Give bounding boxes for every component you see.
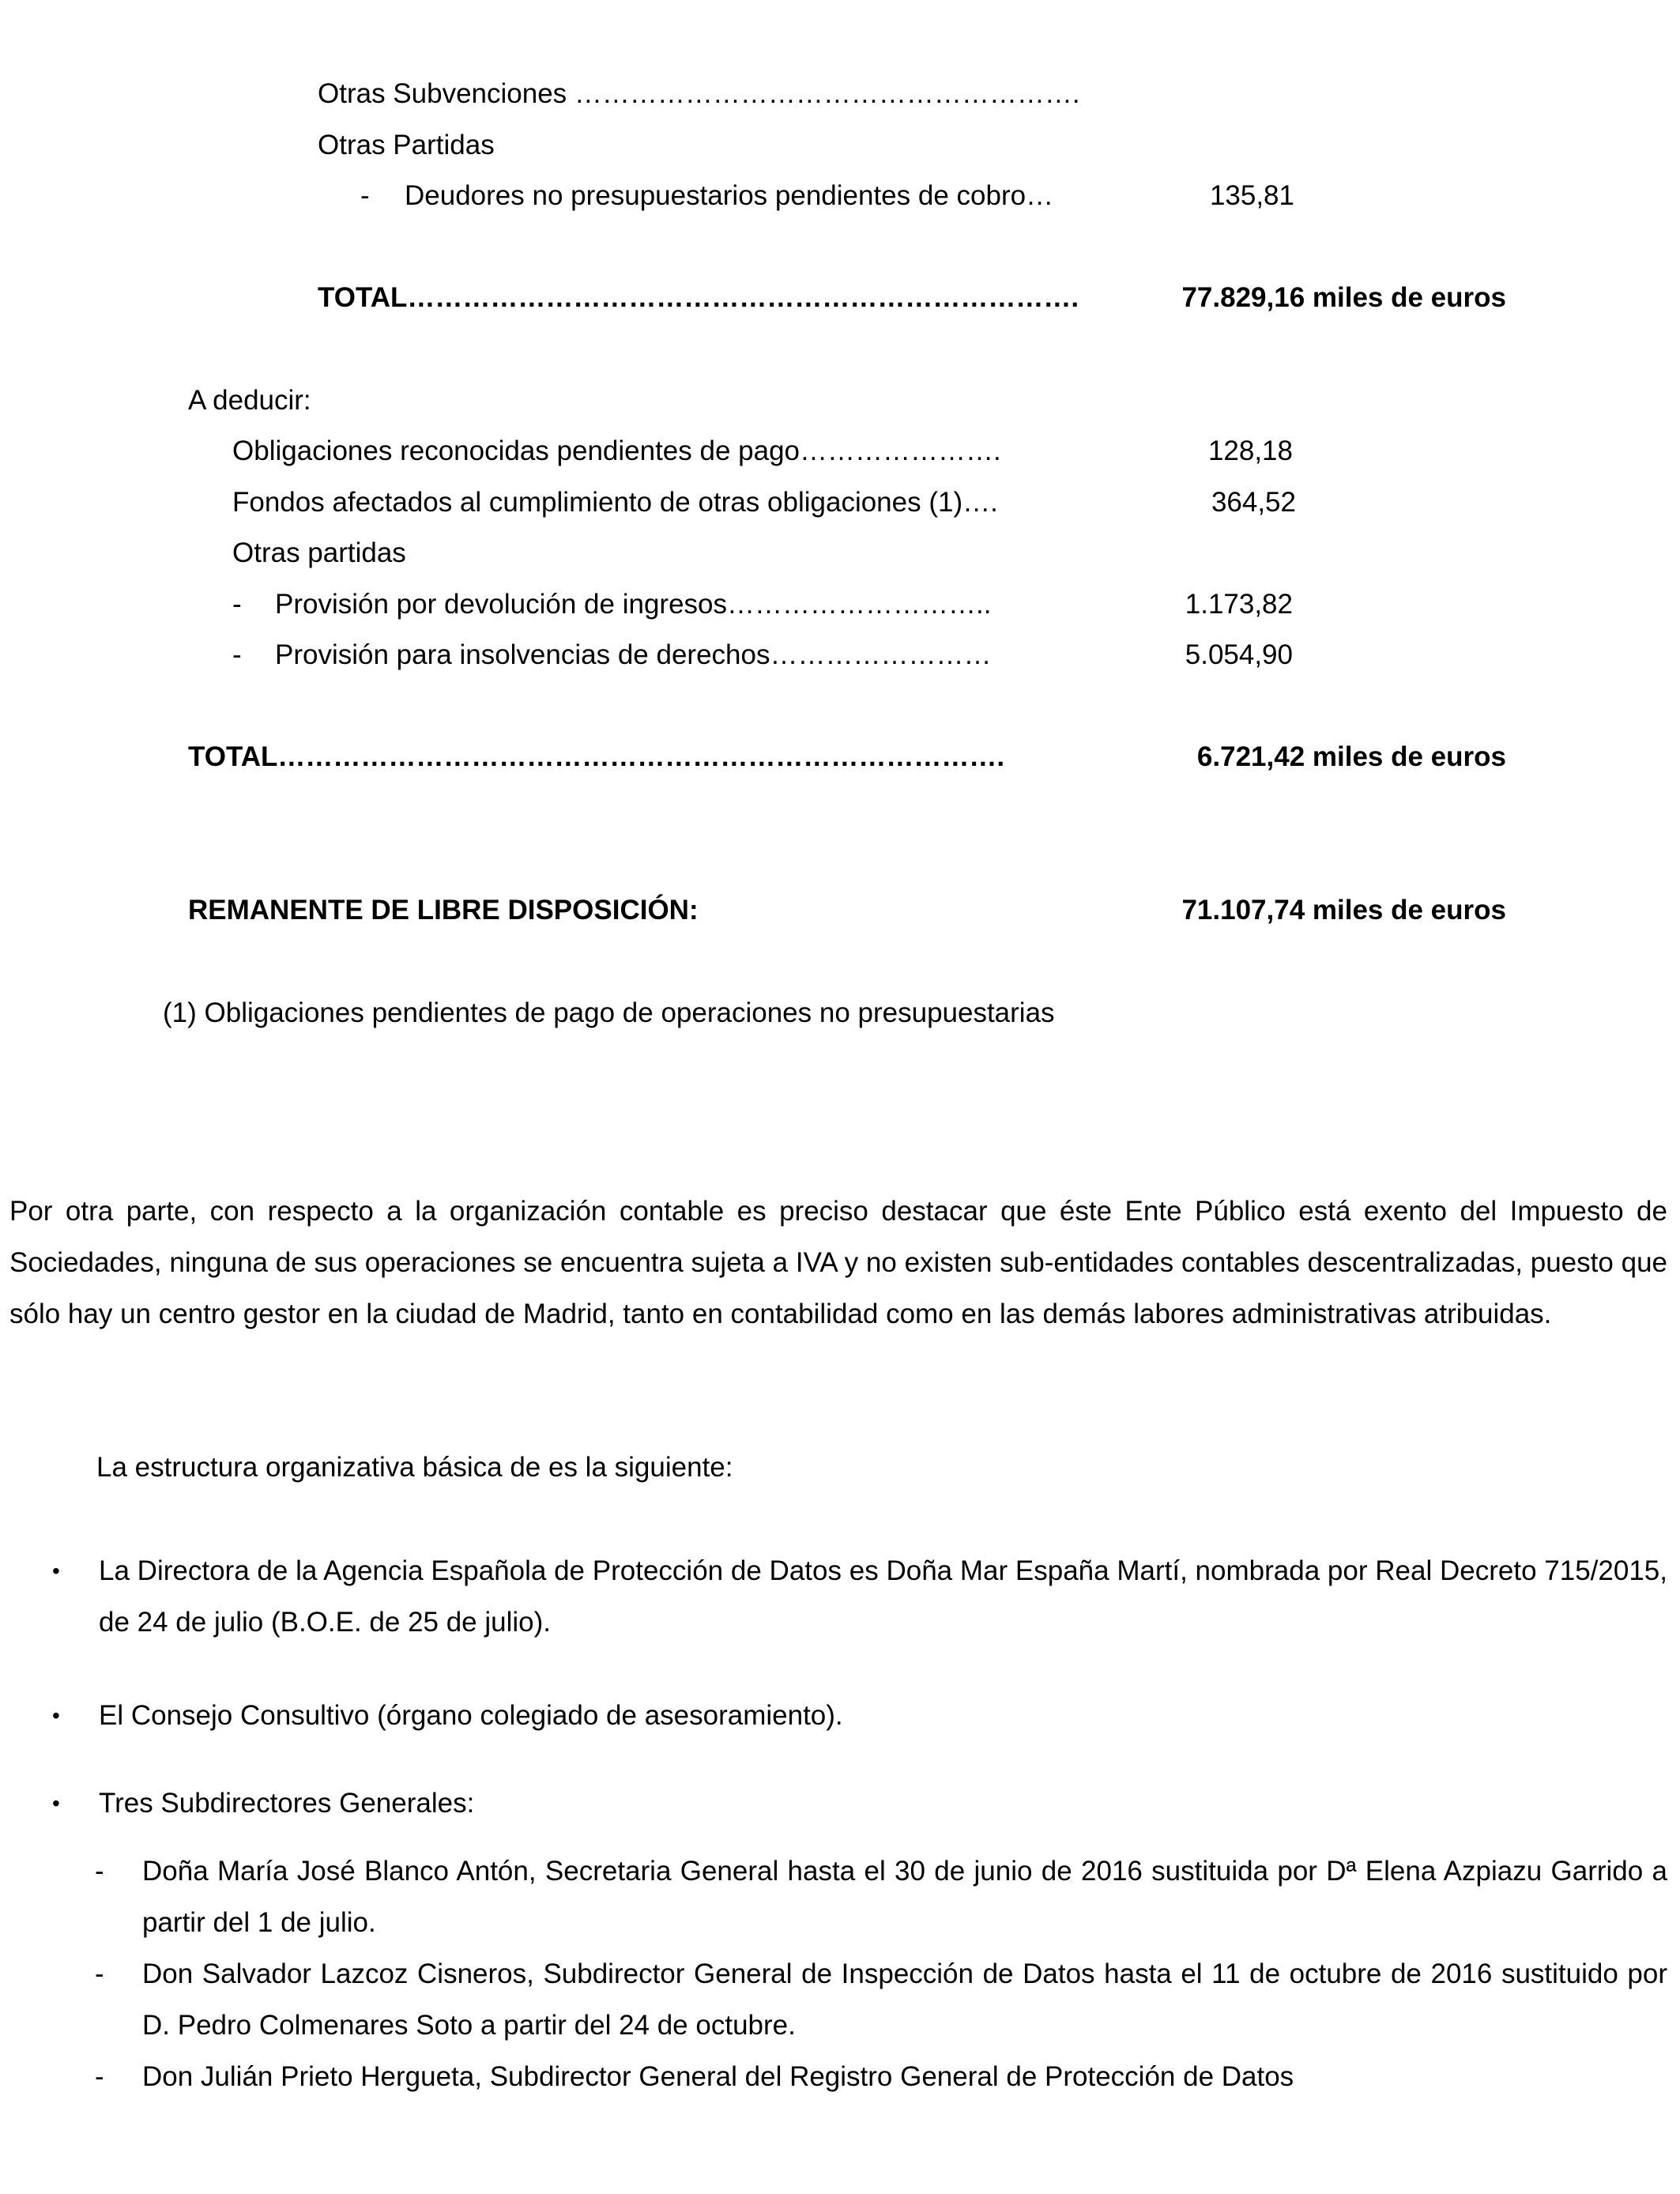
bullet-consejo-consultivo: El Consejo Consultivo (órgano colegiado de asesoramiento). xyxy=(99,1700,843,1731)
provision1-value: 1.173,82 xyxy=(1185,589,1293,620)
provision2-dash: - xyxy=(232,639,242,670)
bullet-subdirectores: Tres Subdirectores Generales: xyxy=(99,1788,475,1819)
bullet-dot-3: • xyxy=(52,1791,60,1815)
paragraph-organizacion-contable: Por otra parte, con respecto a la organización contable es preciso destacar que éste Ente Público está exento del Impuesto de Sociedades, ninguna de sus operaciones se encuentra sujeta a IVA y no existen sub-entidades contables descentralizadas, puesto que sólo hay un centro gestor en la ciudad de Madrid, tanto en contabilidad como en las demás labores administrativas atribuidas. xyxy=(9,1196,1667,1329)
subitem-dash-3: - xyxy=(95,2061,104,2092)
bullet-dot-1: • xyxy=(52,1559,60,1583)
otras-partidas-label: Otras Partidas xyxy=(318,130,495,160)
remanente-value: 71.107,74 miles de euros xyxy=(1181,895,1506,925)
a-deducir-heading: A deducir: xyxy=(188,385,311,416)
deducir-total-value: 6.721,42 miles de euros xyxy=(1196,741,1506,772)
deudores-dash: - xyxy=(360,180,370,211)
subitem-inspeccion-datos: Don Salvador Lazcoz Cisneros, Subdirector General de Inspección de Datos hasta el 11 de octubre de 2016 sustituido por D. Pedro Colmenares Soto a partir del 24 de octubre. xyxy=(142,1958,1667,2041)
fondos-value: 364,52 xyxy=(1211,487,1296,518)
bullet-directora: La Directora de la Agencia Española de Protección de Datos es Doña Mar España Martí, nombrada por Real Decreto 715/2015, de 24 de julio (B.O.E. de 25 de julio). xyxy=(99,1555,1667,1638)
bullet-dot-2: • xyxy=(52,1703,60,1728)
footnote: (1) Obligaciones pendientes de pago de operaciones no presupuestarias xyxy=(163,997,1055,1028)
otras-partidas-deducir-label: Otras partidas xyxy=(232,537,406,568)
fondos-label: Fondos afectados al cumplimiento de otras obligaciones (1)…. xyxy=(232,487,998,518)
subitem-secretaria-general: Doña María José Blanco Antón, Secretaria General hasta el 30 de junio de 2016 sustituida por Dª Elena Azpiazu Garrido a partir del 1 de julio. xyxy=(142,1856,1667,1938)
obligaciones-label: Obligaciones reconocidas pendientes de pago…………………. xyxy=(232,435,1001,466)
obligaciones-value: 128,18 xyxy=(1207,435,1293,466)
deudores-value: 135,81 xyxy=(1209,180,1294,211)
subitem-registro-general: Don Julián Prieto Hergueta, Subdirector General del Registro General de Protección de Datos xyxy=(142,2061,1294,2092)
paragraph-estructura: La estructura organizativa básica de es la siguiente: xyxy=(96,1452,733,1483)
subitem-dash-1: - xyxy=(95,1856,104,1887)
deducir-total-label: TOTAL……………………………………………………………………. xyxy=(188,741,1005,772)
provision1-dash: - xyxy=(232,589,242,620)
deudores-label: Deudores no presupuestarios pendientes de cobro… xyxy=(405,180,1054,211)
total-value: 77.829,16 miles de euros xyxy=(1181,282,1506,313)
provision2-value: 5.054,90 xyxy=(1185,639,1293,670)
provision2-label: Provisión para insolvencias de derechos…………………… xyxy=(275,639,992,670)
otras-subvenciones-label: Otras Subvenciones ………………………………………………. xyxy=(318,78,1080,109)
provision1-label: Provisión por devolución de ingresos……………………….. xyxy=(275,589,992,620)
subitem-dash-2: - xyxy=(95,1958,104,1989)
remanente-label: REMANENTE DE LIBRE DISPOSICIÓN: xyxy=(188,895,699,925)
total-label: TOTAL………………………………………………………………. xyxy=(318,282,1079,313)
